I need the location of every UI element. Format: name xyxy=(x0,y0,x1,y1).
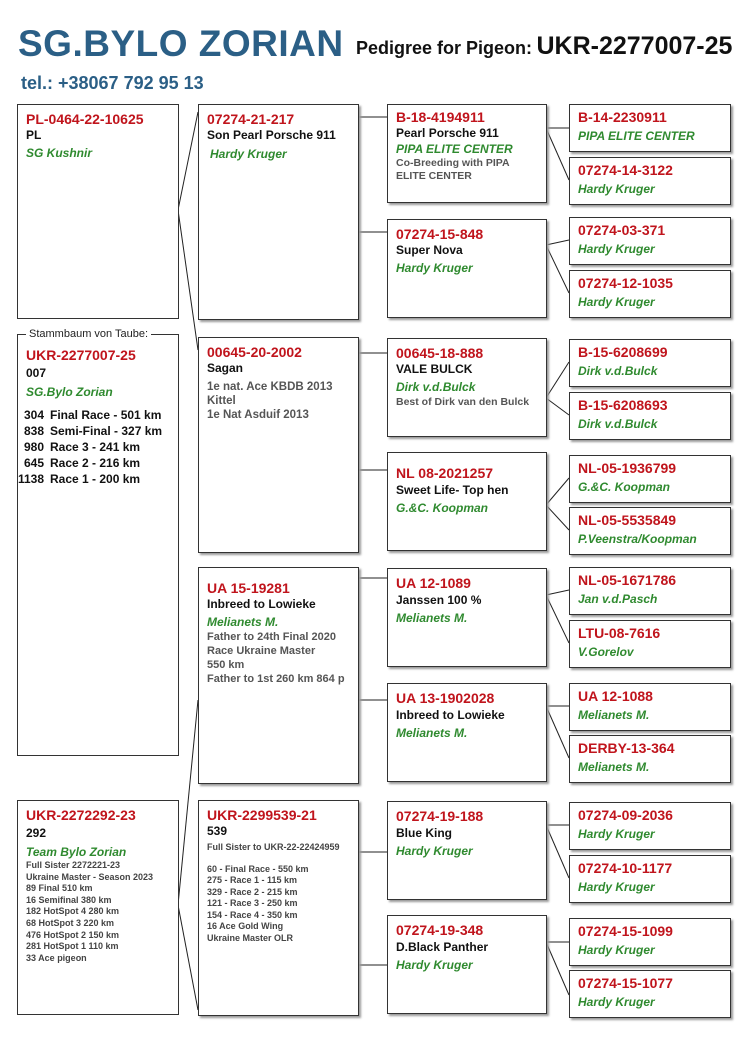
ggp1-breeder: PIPA ELITE CENTER xyxy=(396,142,513,156)
subject-breeder: SG.Bylo Zorian xyxy=(26,385,113,399)
gd2-result: 16 Ace Gold Wing xyxy=(207,921,284,931)
ggp1-name: Pearl Porsche 911 xyxy=(396,126,499,140)
ggp8-breeder: Hardy Kruger xyxy=(396,958,473,972)
gggp-breeder: Hardy Kruger xyxy=(578,880,655,894)
gggp-card xyxy=(569,567,731,615)
ggp1-ring: B-18-4194911 xyxy=(396,109,485,125)
subject-card xyxy=(17,328,179,756)
gggp-breeder: Hardy Kruger xyxy=(578,182,655,196)
ggp7-breeder: Hardy Kruger xyxy=(396,844,473,858)
ggp4-ring: NL 08-2021257 xyxy=(396,465,494,481)
ggp-card-3 xyxy=(387,338,547,437)
gggp-ring: B-14-2230911 xyxy=(578,109,667,125)
ggp4-breeder: G.&C. Koopman xyxy=(396,501,488,515)
gd2-result: 121 - Race 3 - 250 km xyxy=(207,898,298,908)
gs1-ring: 07274-21-217 xyxy=(207,111,295,127)
gggp-card xyxy=(569,620,731,668)
ggp6-ring: UA 13-1902028 xyxy=(396,690,495,706)
pedigree-ring: UKR-2277007-25 xyxy=(536,32,733,60)
ggp2-ring: 07274-15-848 xyxy=(396,226,484,242)
ggp-card-1 xyxy=(387,104,547,203)
pedigree-label: Pedigree for Pigeon: xyxy=(356,38,533,58)
gggp-breeder: Melianets M. xyxy=(578,708,650,722)
ggp3-name: VALE BULCK xyxy=(396,362,473,376)
ggp5-name: Janssen 100 % xyxy=(396,593,482,607)
gggp-card xyxy=(569,855,731,903)
gggp-card xyxy=(569,918,731,966)
gggp-card xyxy=(569,970,731,1018)
dam-ring: UKR-2272292-23 xyxy=(26,807,136,823)
gggp-breeder: PIPA ELITE CENTER xyxy=(578,129,695,143)
dam-result: 89 Final 510 km xyxy=(26,883,93,894)
result-row: 1138 Race 1 - 200 km xyxy=(17,472,141,486)
ggp-card-6 xyxy=(387,683,547,782)
ggp-card-5 xyxy=(387,568,547,667)
ggp-card-2 xyxy=(387,219,547,318)
gs2-note: 550 km xyxy=(207,659,245,671)
ggp1-note: ELITE CENTER xyxy=(396,170,472,182)
gggp-breeder: Melianets M. xyxy=(578,760,650,774)
gggp-ring: NL-05-1671786 xyxy=(578,572,677,588)
ggp-card-7 xyxy=(387,801,547,900)
pedigree-heading xyxy=(356,32,732,61)
ggp1-note: Co-Breeding with PIPA xyxy=(396,157,510,169)
ggp8-ring: 07274-19-348 xyxy=(396,922,484,938)
gggp-breeder: G.&C. Koopman xyxy=(578,480,670,494)
subject-name: 007 xyxy=(26,366,47,380)
ggp3-note: Best of Dirk van den Bulck xyxy=(396,396,530,408)
gggp-card xyxy=(569,157,731,205)
gggp-ring: UA 12-1088 xyxy=(578,688,653,704)
grand-sire-2-card xyxy=(198,567,359,784)
ggp7-name: Blue King xyxy=(396,826,452,840)
dam-result: 476 HotSpot 2 150 km xyxy=(26,929,120,940)
gd2-result: 60 - Final Race - 550 km xyxy=(207,863,309,874)
ggp2-breeder: Hardy Kruger xyxy=(396,261,473,275)
gs2-ring: UA 15-19281 xyxy=(207,580,290,596)
gggp-card xyxy=(569,802,731,850)
ggp3-breeder: Dirk v.d.Bulck xyxy=(396,380,476,394)
gs2-name: Inbreed to Lowieke xyxy=(207,597,316,611)
gs2-note: Father to 1st 260 km 864 p xyxy=(207,673,345,685)
gggp-ring: DERBY-13-364 xyxy=(578,740,675,756)
gs1-breeder: Hardy Kruger xyxy=(210,147,287,161)
gd2-note: Full Sister to UKR-22-22424959 xyxy=(207,842,340,852)
dam-result: 16 Semifinal 380 km xyxy=(26,894,112,905)
gggp-breeder: Dirk v.d.Bulck xyxy=(578,417,658,431)
subject-ring: UKR-2277007-25 xyxy=(26,347,136,363)
gd2-result: Ukraine Master OLR xyxy=(207,932,294,943)
sire-ring: PL-0464-22-10625 xyxy=(26,111,144,127)
gd2-result: 275 - Race 1 - 115 km xyxy=(207,875,298,885)
gggp-ring: NL-05-5535849 xyxy=(578,512,677,528)
sire-name: PL xyxy=(26,128,42,142)
gggp-ring: 07274-12-1035 xyxy=(578,275,673,291)
gggp-card xyxy=(569,507,731,555)
subject-legend: Stammbaum von Taube: xyxy=(26,327,151,341)
dam-note: Full Sister 2272221-23 xyxy=(26,860,121,870)
gggp-card xyxy=(569,104,731,152)
gggp-breeder: V.Gorelov xyxy=(578,645,634,659)
grand-sire-card xyxy=(198,104,359,320)
gggp-breeder: Hardy Kruger xyxy=(578,995,655,1009)
gggp-card xyxy=(569,339,731,387)
gggp-ring: B-15-6208693 xyxy=(578,397,668,413)
gs2-breeder: Melianets M. xyxy=(207,615,279,629)
loft-name: SG.BYLO ZORIAN xyxy=(18,23,344,64)
dam-note: Ukraine Master - Season 2023 xyxy=(26,871,154,882)
ggp6-name: Inbreed to Lowieke xyxy=(396,708,505,722)
ggp-card-8 xyxy=(387,915,547,1014)
grand-dam-card xyxy=(198,337,359,553)
dam-name: 292 xyxy=(26,826,47,840)
gggp-ring: LTU-08-7616 xyxy=(578,625,661,641)
sire-card xyxy=(17,104,179,319)
gs1-name: Son Pearl Porsche 911 xyxy=(207,128,336,142)
gd1-note: 1e Nat Asduif 2013 xyxy=(207,409,309,421)
gggp-ring: 07274-10-1177 xyxy=(578,860,673,876)
ggp7-ring: 07274-19-188 xyxy=(396,808,484,824)
dam-result: 281 HotSpot 1 110 km xyxy=(26,941,119,952)
phone-number: tel.: +38067 792 95 13 xyxy=(21,73,204,93)
gggp-card xyxy=(569,683,731,731)
grand-dam-2-card xyxy=(198,800,359,1016)
result-row: 645 Race 2 - 216 km xyxy=(23,456,141,470)
ggp5-ring: UA 12-1089 xyxy=(396,575,471,591)
gggp-card xyxy=(569,392,731,440)
ggp5-breeder: Melianets M. xyxy=(396,611,468,625)
subject-results xyxy=(14,407,172,487)
ggp6-breeder: Melianets M. xyxy=(396,726,468,740)
gggp-ring: 07274-03-371 xyxy=(578,222,666,238)
gggp-breeder: Hardy Kruger xyxy=(578,295,655,309)
gggp-ring: 07274-15-1099 xyxy=(578,923,673,939)
dam-result: 33 Ace pigeon xyxy=(26,952,87,963)
result-row: 304 Final Race - 501 km xyxy=(23,408,162,422)
gggp-breeder: Hardy Kruger xyxy=(578,827,655,841)
gs2-note: Race Ukraine Master xyxy=(207,645,316,657)
gggp-breeder: Hardy Kruger xyxy=(578,242,655,256)
gggp-breeder: P.Veenstra/Koopman xyxy=(578,532,697,546)
gggp-breeder: Jan v.d.Pasch xyxy=(578,592,658,606)
ggp4-name: Sweet Life- Top hen xyxy=(396,483,509,497)
ggp-card-4 xyxy=(387,452,547,551)
gggp-card xyxy=(569,735,731,783)
gd1-name: Sagan xyxy=(207,361,244,375)
gggp-ring: B-15-6208699 xyxy=(578,344,668,360)
dam-card xyxy=(17,800,179,1015)
gd1-ring: 00645-20-2002 xyxy=(207,344,302,360)
gggp-breeder: Hardy Kruger xyxy=(578,943,655,957)
gd1-note: 1e nat. Ace KBDB 2013 xyxy=(207,381,333,393)
gggp-ring: 07274-09-2036 xyxy=(578,807,673,823)
gd2-result: 329 - Race 2 - 215 km xyxy=(207,886,298,897)
gggp-card xyxy=(569,270,731,318)
ggp2-name: Super Nova xyxy=(396,243,463,257)
gggp-ring: 07274-14-3122 xyxy=(578,162,673,178)
gggp-ring: 07274-15-1077 xyxy=(578,975,673,991)
result-row: 838 Semi-Final - 327 km xyxy=(23,424,163,438)
sire-breeder: SG Kushnir xyxy=(26,146,93,160)
gd1-note: Kittel xyxy=(207,395,236,407)
gd2-result: 154 - Race 4 - 350 km xyxy=(207,909,298,920)
result-row: 980 Race 3 - 241 km xyxy=(23,440,141,454)
gggp-breeder: Dirk v.d.Bulck xyxy=(578,364,658,378)
gd2-ring: UKR-2299539-21 xyxy=(207,807,317,823)
dam-result: 68 HotSpot 3 220 km xyxy=(26,917,115,928)
ggp3-ring: 00645-18-888 xyxy=(396,345,484,361)
dam-result: 182 HotSpot 4 280 km xyxy=(26,906,120,917)
gs2-note: Father to 24th Final 2020 xyxy=(207,631,336,643)
gd2-name: 539 xyxy=(207,824,228,838)
dam-breeder: Team Bylo Zorian xyxy=(26,845,127,859)
gggp-ring: NL-05-1936799 xyxy=(578,460,677,476)
ggp8-name: D.Black Panther xyxy=(396,940,489,954)
gggp-card xyxy=(569,455,731,503)
gggp-card xyxy=(569,217,731,265)
